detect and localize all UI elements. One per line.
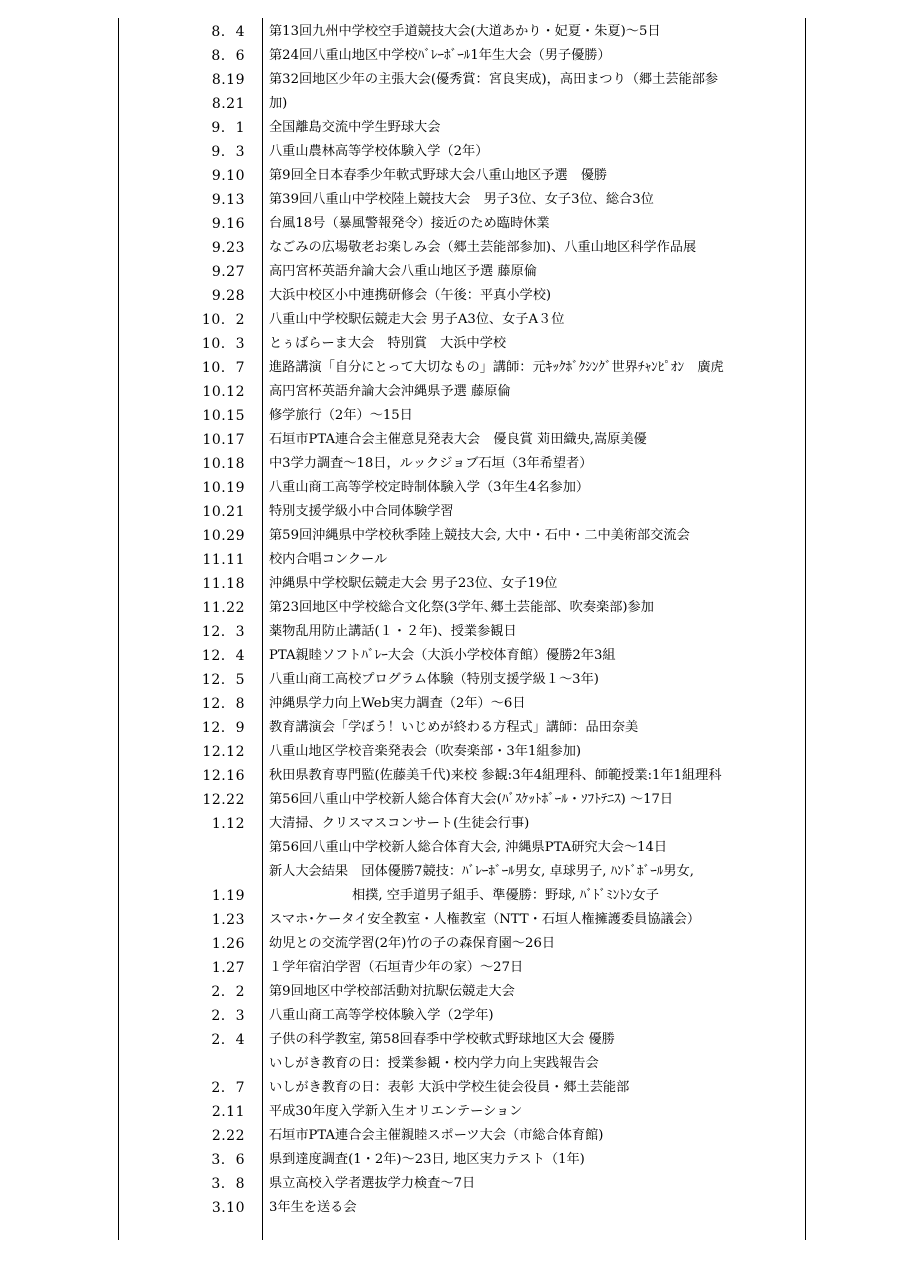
event-table [118, 20, 806, 1220]
event-date: 9. 1 [211, 120, 245, 136]
event-date: 10.19 [202, 480, 245, 496]
event-row [118, 980, 806, 1004]
event-row [118, 908, 806, 932]
event-date: 3.10 [211, 1200, 245, 1216]
event-row [118, 164, 806, 188]
event-text: 第13回九州中学校空手道競技大会(大道あかり・妃夏・朱夏)～5日 [269, 24, 661, 39]
event-date: 11.11 [202, 552, 245, 568]
event-date: 12. 3 [201, 624, 245, 640]
event-date: 9.28 [211, 288, 245, 304]
event-row [118, 500, 806, 524]
event-row [118, 260, 806, 284]
event-date: 12. 8 [201, 696, 245, 712]
event-row [118, 1100, 806, 1124]
event-row [118, 452, 806, 476]
event-text-line-2: いしがき教育の日：授業参観・校内学力向上実践報告会 [269, 1056, 599, 1071]
event-date: 9.16 [211, 216, 245, 232]
event-date: 2. 2 [211, 984, 245, 1000]
event-date: 2. 7 [211, 1080, 245, 1096]
event-row [118, 596, 806, 620]
event-date: 12.16 [202, 768, 245, 784]
event-text: 八重山地区学校音楽発表会（吹奏楽部・3年1組参加) [269, 744, 582, 759]
event-row [118, 644, 806, 668]
event-text: 石垣市PTA連合会主催意見発表大会 優良賞 苅田織央,嵩原美優 [269, 432, 647, 447]
event-row [118, 332, 806, 356]
event-row [118, 548, 806, 572]
event-date: 10. 2 [201, 312, 245, 328]
event-text: 修学旅行（2年）～15日 [269, 408, 413, 423]
event-date: 8.19 [211, 72, 245, 88]
event-text: 特別支援学級小中合同体験学習 [269, 504, 454, 519]
event-row [118, 764, 806, 788]
event-row [118, 788, 806, 812]
event-row [118, 812, 806, 836]
event-date: 11.22 [202, 600, 245, 616]
event-text: 加) [269, 96, 288, 111]
event-text: 大清掃、クリスマスコンサート(生徒会行事) [269, 816, 530, 831]
event-row [118, 1148, 806, 1172]
event-date: 8. 4 [211, 24, 245, 40]
event-text-line-1: 子供の科学教室, 第58回春季中学校軟式野球地区大会 優勝 [269, 1032, 615, 1047]
event-date: 3. 6 [211, 1152, 245, 1168]
event-text: 第23回地区中学校総合文化祭(3学年､郷土芸能部、吹奏楽部)参加 [269, 600, 654, 615]
event-text: 沖縄県学力向上Web実力調査（2年）～6日 [269, 696, 526, 711]
event-date: 12.12 [202, 744, 245, 760]
event-text-line-2: 新人大会結果 団体優勝7競技：ﾊﾞﾚｰﾎﾞｰﾙ男女, 卓球男子, ﾊﾝﾄﾞﾎﾞｰﾙ男女, [269, 864, 694, 879]
multi-line-event-row [118, 836, 806, 908]
event-text: PTA親睦ソフトﾊﾞﾚｰ大会（大浜小学校体育館）優勝2年3組 [269, 648, 616, 663]
event-date: 2. 4 [211, 1032, 245, 1048]
event-text: 第32回地区少年の主張大会(優秀賞：宮良実成)，高田まつり（郷土芸能部参 [269, 72, 719, 87]
event-date: 10. 7 [201, 360, 245, 376]
event-date: 10.18 [202, 456, 245, 472]
event-text: 八重山商工高等学校体験入学（2学年) [269, 1008, 494, 1023]
event-date: 12. 5 [201, 672, 245, 688]
event-date: 1.26 [211, 936, 245, 952]
event-date: 10.21 [202, 504, 245, 520]
event-row [118, 476, 806, 500]
event-date: 10.17 [202, 432, 245, 448]
event-row [118, 20, 806, 44]
event-date: 10.15 [202, 408, 245, 424]
event-text: 高円宮杯英語弁論大会沖縄県予選 藤原倫 [269, 384, 511, 399]
event-row [118, 1076, 806, 1100]
event-text: 第59回沖縄県中学校秋季陸上競技大会, 大中・石中・二中美術部交流会 [269, 528, 690, 543]
event-row [118, 356, 806, 380]
event-text: 中3学力調査～18日，ルックジョブ石垣（3年希望者） [269, 456, 593, 471]
event-text: 沖縄県中学校駅伝競走大会 男子23位、女子19位 [269, 576, 558, 591]
event-row [118, 404, 806, 428]
event-date: 12.22 [202, 792, 245, 808]
event-row [118, 620, 806, 644]
event-date: 2. 3 [211, 1008, 245, 1024]
event-date: 12. 9 [201, 720, 245, 736]
event-text: 第56回八重山中学校新人総合体育大会(ﾊﾞｽｹｯﾄﾎﾞｰﾙ・ｿﾌﾄﾃﾆｽ) ～17日 [269, 792, 674, 807]
event-date: 11.18 [202, 576, 245, 592]
event-row [118, 188, 806, 212]
event-row [118, 1172, 806, 1196]
event-date: 12. 4 [201, 648, 245, 664]
event-row [118, 68, 806, 92]
event-text: 校内合唱コンクール [269, 552, 388, 567]
event-date: 9.23 [211, 240, 245, 256]
event-text: 3年生を送る会 [269, 1200, 357, 1215]
event-row [118, 932, 806, 956]
event-date: 10. 3 [201, 336, 245, 352]
event-row [118, 956, 806, 980]
event-text: 教育講演会「学ぼう！いじめが終わる方程式」講師：品田奈美 [269, 720, 639, 735]
event-text: 秋田県教育専門監(佐藤美千代)来校 参観:3年4組理科、師範授業:1年1組理科 [269, 768, 722, 783]
event-date: 1.27 [211, 960, 245, 976]
event-date: 3. 8 [211, 1176, 245, 1192]
event-date: 9.13 [211, 192, 245, 208]
event-row [118, 236, 806, 260]
event-text: とぅばらーま大会 特別賞 大浜中学校 [269, 336, 507, 351]
event-text: 第9回地区中学校部活動対抗駅伝競走大会 [269, 984, 515, 999]
event-text: 薬物乱用防止講話(１・２年)、授業参観日 [269, 624, 517, 639]
event-text: 石垣市PTA連合会主催親睦スポーツ大会（市総合体育館) [269, 1128, 604, 1143]
event-row [118, 44, 806, 68]
event-text: 高円宮杯英語弁論大会八重山地区予選 藤原倫 [269, 264, 537, 279]
event-row [118, 140, 806, 164]
event-row [118, 740, 806, 764]
event-text: 進路講演「自分にとって大切なもの」講師：元ｷｯｸﾎﾞｸｼﾝｸﾞ世界ﾁｬﾝﾋﾟｵﾝ 廣虎 [269, 360, 724, 375]
event-text: 八重山商工高等学校定時制体験入学（3年生4名参加） [269, 480, 590, 495]
event-text: 大浜中校区小中連携研修会（午後：平真小学校) [269, 288, 552, 303]
event-row [118, 92, 806, 116]
event-row [118, 212, 806, 236]
event-row [118, 692, 806, 716]
event-text: 県到達度調査(1・2年)～23日, 地区実力テスト（1年) [269, 1152, 585, 1167]
event-row [118, 380, 806, 404]
event-row [118, 428, 806, 452]
event-date: 8. 6 [211, 48, 245, 64]
event-row [118, 524, 806, 548]
event-text: なごみの広場敬老お楽しみ会（郷土芸能部参加)、八重山地区科学作品展 [269, 240, 697, 255]
event-date: 10.29 [202, 528, 245, 544]
event-text: 第9回全日本春季少年軟式野球大会八重山地区予選 優勝 [269, 168, 608, 183]
event-row [118, 308, 806, 332]
event-text: いしがき教育の日：表彰 大浜中学校生徒会役員・郷土芸能部 [269, 1080, 630, 1095]
event-text: 幼児との交流学習(2年)竹の子の森保育園～26日 [269, 936, 556, 951]
event-date: 9.27 [211, 264, 245, 280]
event-row [118, 716, 806, 740]
event-date: 1.12 [211, 816, 245, 832]
event-date: 2.22 [211, 1128, 245, 1144]
event-row [118, 1004, 806, 1028]
event-text-line-3: 相撲, 空手道男子組手、準優勝：野球, ﾊﾞﾄﾞﾐﾝﾄﾝ女子 [352, 888, 659, 903]
event-date: 9.10 [211, 168, 245, 184]
event-date: 1.23 [211, 912, 245, 928]
event-date: 1.19 [211, 888, 245, 904]
event-text: 八重山農林高等学校体験入学（2年） [269, 144, 489, 159]
event-date: 9. 3 [211, 144, 245, 160]
event-date: 10.12 [202, 384, 245, 400]
event-text: 平成30年度入学新入生オリエンテーション [269, 1104, 523, 1119]
event-text: 第24回八重山地区中学校ﾊﾞﾚｰﾎﾞｰﾙ1年生大会（男子優勝） [269, 48, 611, 63]
event-text: 第39回八重山中学校陸上競技大会 男子3位、女子3位、総合3位 [269, 192, 654, 207]
event-text: 八重山中学校駅伝競走大会 男子A3位、女子A３位 [269, 312, 565, 327]
event-text: スマホ･ケータイ安全教室・人権教室（NTT・石垣人権擁護委員協議会） [269, 912, 701, 927]
event-row [118, 1196, 806, 1220]
event-date: 8.21 [211, 96, 245, 112]
event-text: １学年宿泊学習（石垣青少年の家）～27日 [269, 960, 524, 975]
event-row [118, 116, 806, 140]
event-row [118, 1124, 806, 1148]
event-text: 県立高校入学者選抜学力検査～7日 [269, 1176, 476, 1191]
event-text: 八重山商工高校プログラム体験（特別支援学級１～3年) [269, 672, 599, 687]
event-row [118, 572, 806, 596]
event-text: 全国離島交流中学生野球大会 [269, 120, 441, 135]
event-text: 台風18号（暴風警報発令）接近のため臨時休業 [269, 216, 550, 231]
two-line-event-row [118, 1028, 806, 1076]
event-row [118, 284, 806, 308]
event-date: 2.11 [211, 1104, 245, 1120]
event-text-line-1: 第56回八重山中学校新人総合体育大会, 沖縄県PTA研究大会～14日 [269, 840, 668, 855]
event-row [118, 668, 806, 692]
